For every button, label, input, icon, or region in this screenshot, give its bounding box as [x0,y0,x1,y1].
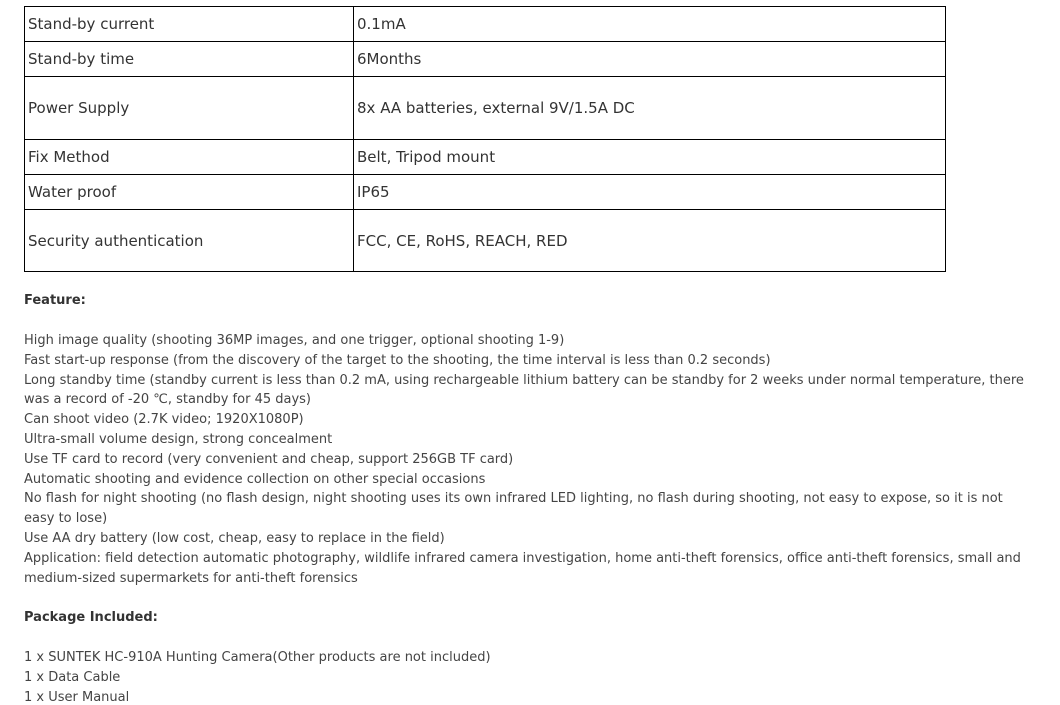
feature-item: No flash for night shooting (no flash design, night shooting uses its own infrared LED lighting, no flash during shooting, not easy to expose, so it is not easy to lose) [24,491,1003,527]
package-heading: Package Included: [24,610,158,626]
spec-row-power-supply [25,77,946,140]
feature-list [24,331,1024,588]
feature-item: Use AA dry battery (low cost, cheap, easy to replace in the field) [24,530,445,546]
feature-item: Use TF card to record (very convenient and cheap, support 256GB TF card) [24,451,514,467]
spec-label: Fix Method [25,140,354,175]
feature-item: Application: field detection automatic photography, wildlife infrared camera investigation, home anti-theft forensics, office anti-theft forensics, small and medium-sized supermarkets for anti-theft forensics [24,550,1021,586]
spacer [24,628,1024,648]
feature-item: Can shoot video (2.7K video; 1920X1080P) [24,412,304,428]
package-item: 1 x Data Cable [24,670,121,686]
spec-label: Water proof [25,175,354,210]
spec-label: Power Supply [25,77,354,140]
spec-row-standby-time [25,42,946,77]
spec-value: Belt, Tripod mount [354,140,946,175]
feature-heading: Feature: [24,293,86,308]
feature-item: Long standby time (standby current is less than 0.2 mA, using rechargeable lithium battery can be standby for 2 weeks under normal temperature, there was a record of -20 ℃, standby for 45 days) [24,372,1024,408]
spec-value: 8x AA batteries, external 9V/1.5A DC [354,77,946,140]
spec-label: Stand-by time [25,42,354,77]
spec-row-water-proof [25,175,946,210]
specification-table [24,6,946,272]
spec-value: FCC, CE, RoHS, REACH, RED [354,210,946,272]
spacer [24,311,1024,331]
spec-value: 0.1mA [354,7,946,42]
feature-item: Ultra-small volume design, strong concealment [24,431,333,447]
spec-row-standby-current [25,7,946,42]
spec-label: Stand-by current [25,7,354,42]
package-list [24,648,1024,705]
spec-value: 6Months [354,42,946,77]
package-item: 1 x SUNTEK HC-910A Hunting Camera(Other products are not included) [24,650,491,666]
feature-item: Automatic shooting and evidence collection on other special occasions [24,471,486,487]
spec-label: Security authentication [25,210,354,272]
spec-row-fix-method [25,140,946,175]
spec-value: IP65 [354,175,946,210]
package-item: 1 x User Manual [24,689,130,705]
spacer [24,588,1024,608]
spec-row-security-authentication [25,210,946,272]
feature-item: Fast start-up response (from the discovery of the target to the shooting, the time interval is less than 0.2 seconds) [24,352,771,368]
feature-item: High image quality (shooting 36MP images, and one trigger, optional shooting 1-9) [24,333,565,348]
product-description [24,291,1024,705]
